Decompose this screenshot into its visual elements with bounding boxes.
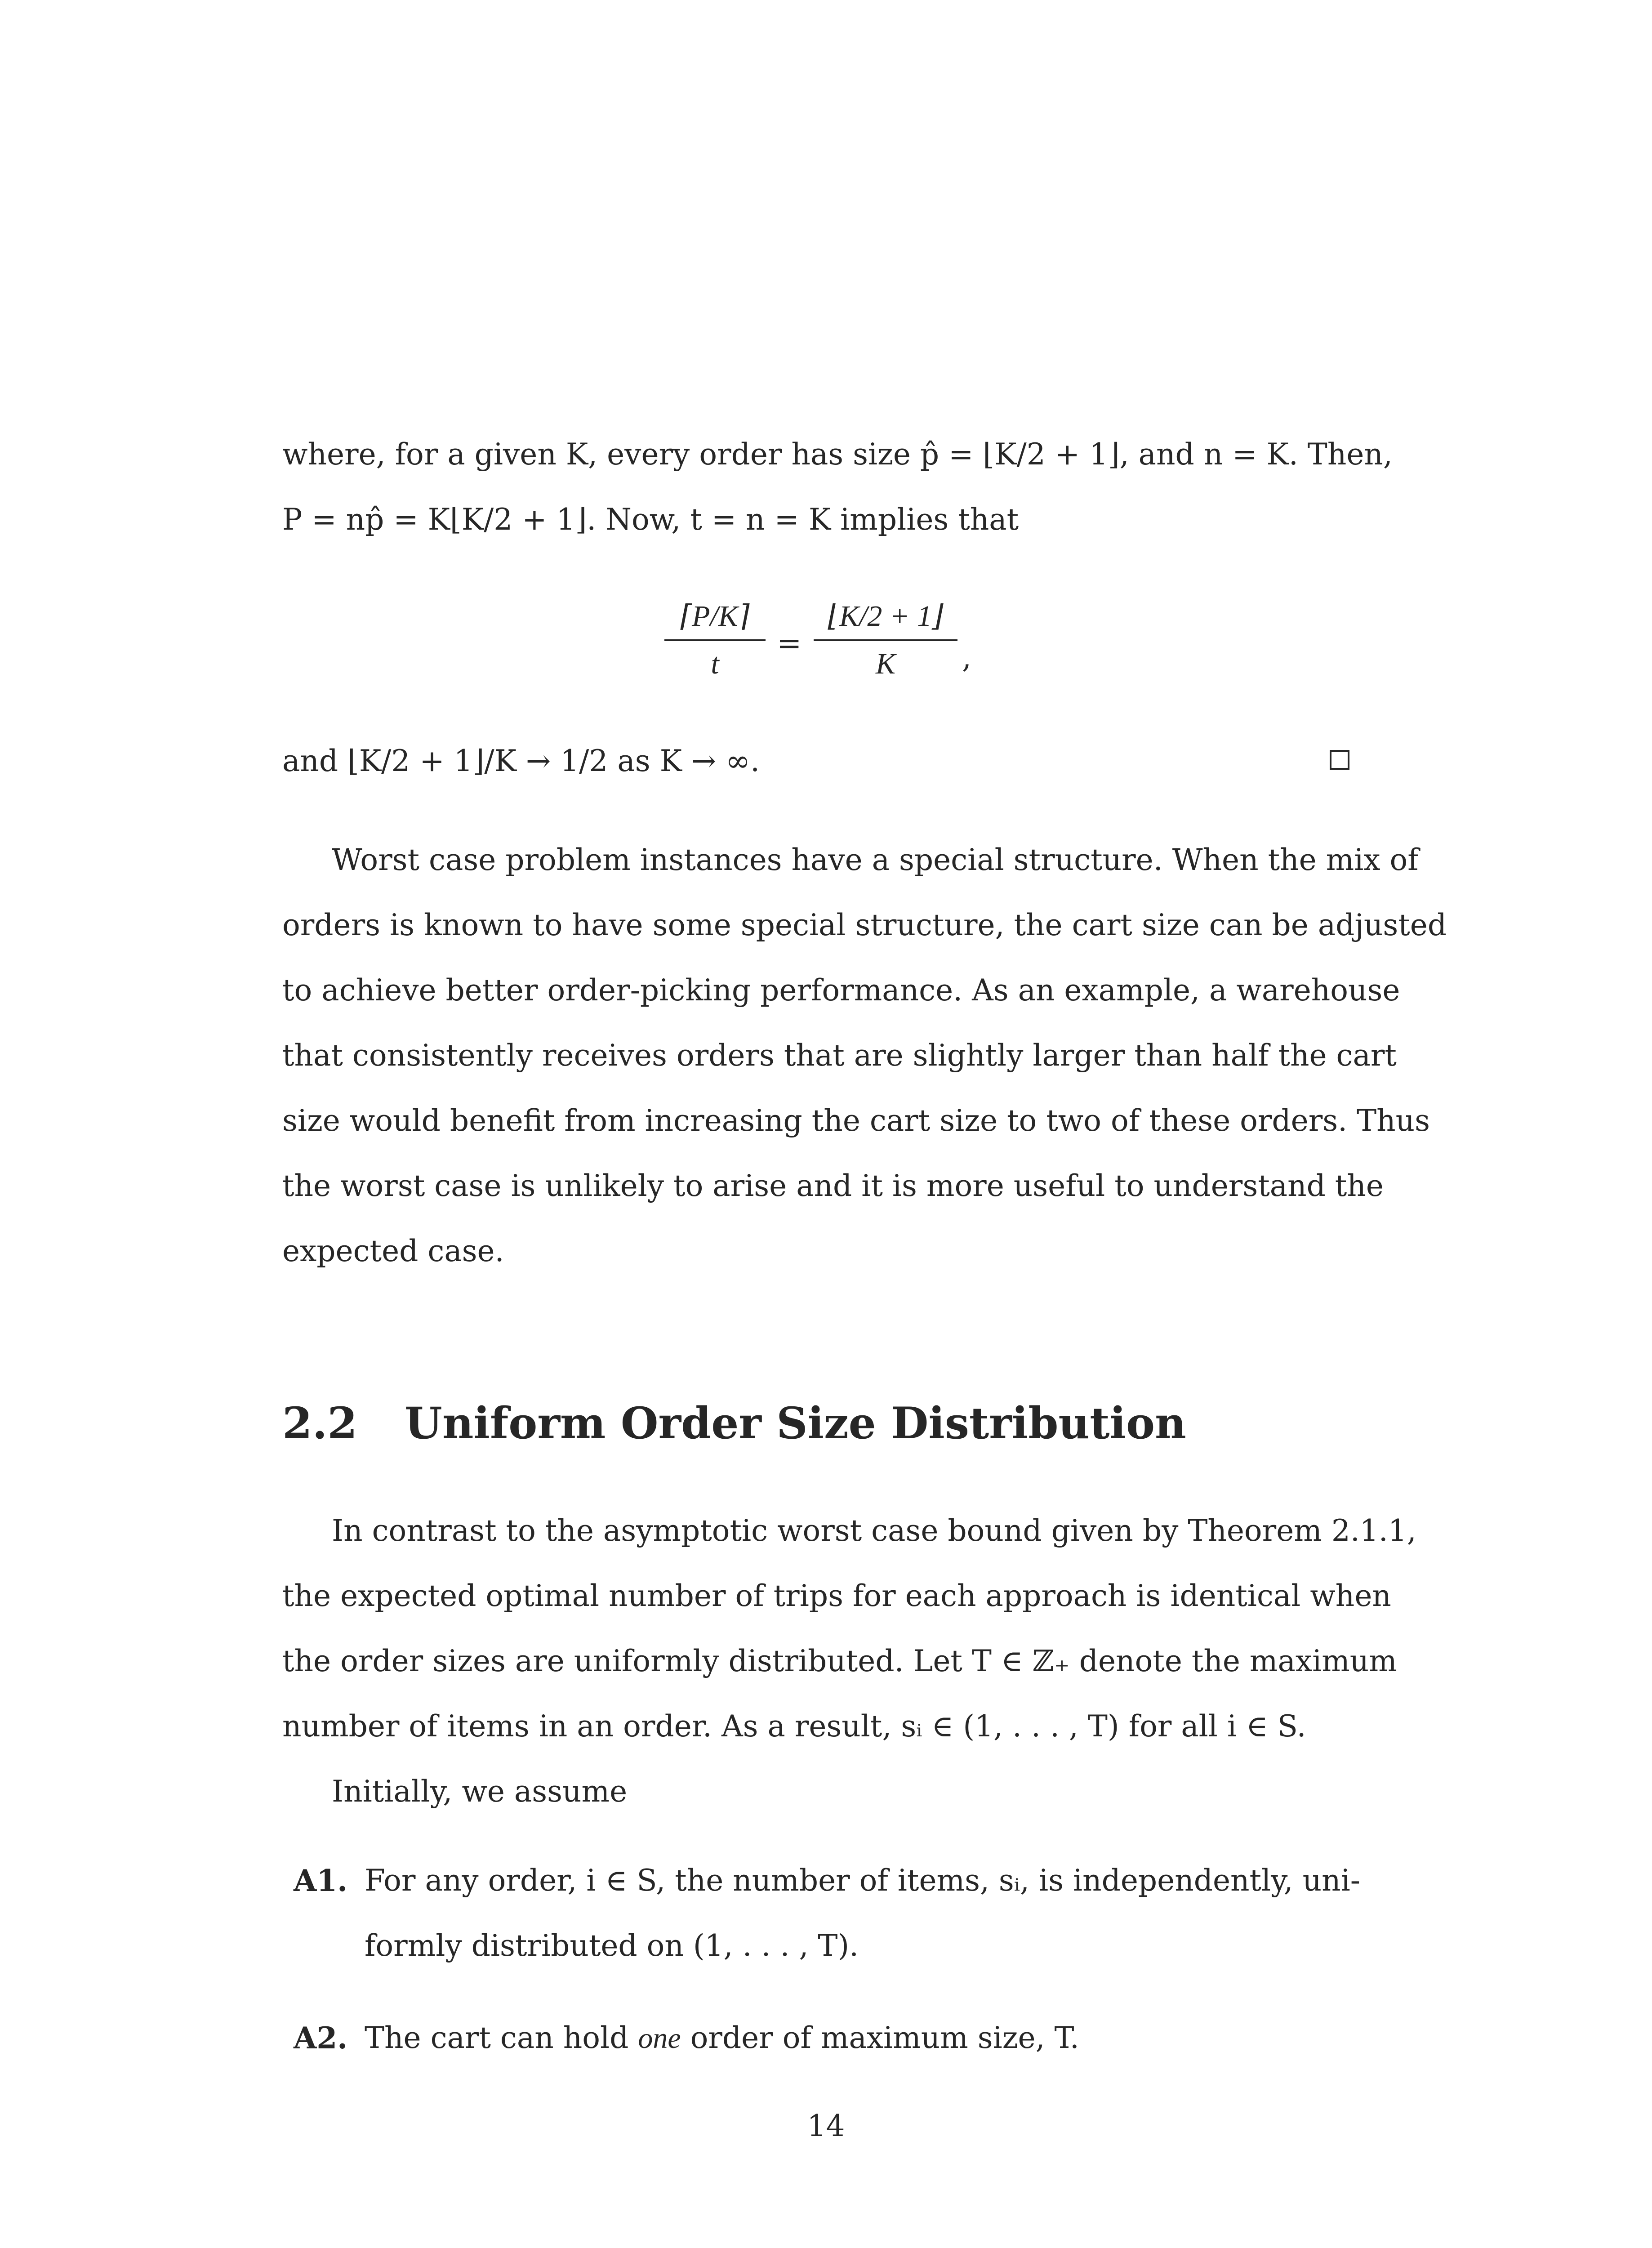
paragraph-line: the worst case is unlikely to arise and it is more useful to understand the [282,1169,1384,1203]
assumption-text: formly distributed on (1, . . . , T). [365,1928,859,1963]
fraction-rhs-numerator: ⌊K/2 + 1⌋ [828,600,944,633]
paragraph-line: Worst case problem instances have a special structure. When the mix of [332,843,1419,877]
paragraph-line: size would benefit from increasing the cart size to two of these orders. Thus [282,1103,1430,1138]
equation-comma: , [962,640,971,675]
fraction-lhs [664,602,766,679]
conclusion-line: and ⌊K/2 + 1⌋/K → 1/2 as K → ∞. [282,744,760,778]
paragraph-line: to achieve better order-picking performance. As an example, a warehouse [282,973,1400,1008]
page-number: 14 [807,2109,845,2143]
assumption-label: A2. [294,2021,348,2056]
fraction-rhs-denominator: K [875,647,896,680]
paragraph-line: orders is known to have some special structure, the cart size can be adjusted [282,908,1447,942]
paragraph-assume: Initially, we assume [332,1774,628,1809]
fraction-bar [664,639,766,641]
assumption-text: For any order, i ∈ S, the number of items, sᵢ, is independently, uni- [365,1863,1361,1898]
paragraph-line: that consistently receives orders that are slightly larger than half the cart [282,1038,1397,1073]
assumption-label: A1. [294,1863,348,1898]
paragraph-line: the expected optimal number of trips for each approach is identical when [282,1579,1391,1613]
fraction-lhs-numerator: ⌈P/K⌉ [680,600,750,633]
qed-box-icon [1330,750,1349,770]
intro-line-2: P = np̂ = K⌊K/2 + 1⌋. Now, t = n = K implies that [282,502,1019,537]
fraction-lhs-denominator: t [711,647,719,680]
section-number: 2.2 [282,1398,358,1449]
assumption-text: The cart can hold one order of maximum size, T. [365,2021,1079,2055]
paragraph-line: expected case. [282,1234,504,1268]
fraction-bar [814,639,957,641]
intro-line-1: where, for a given K, every order has size p̂ = ⌊K/2 + 1⌋, and n = K. Then, [282,437,1393,472]
fraction-rhs [814,602,957,679]
emphasis: one [638,2022,681,2055]
paragraph-line: number of items in an order. As a result, sᵢ ∈ (1, . . . , T) for all i ∈ S. [282,1709,1306,1744]
section-title: Uniform Order Size Distribution [405,1398,1186,1449]
paragraph-line: the order sizes are uniformly distributed. Let T ∈ ℤ₊ denote the maximum [282,1644,1397,1678]
equals-sign: = [777,626,802,660]
paragraph-line: In contrast to the asymptotic worst case bound given by Theorem 2.1.1, [332,1513,1416,1548]
